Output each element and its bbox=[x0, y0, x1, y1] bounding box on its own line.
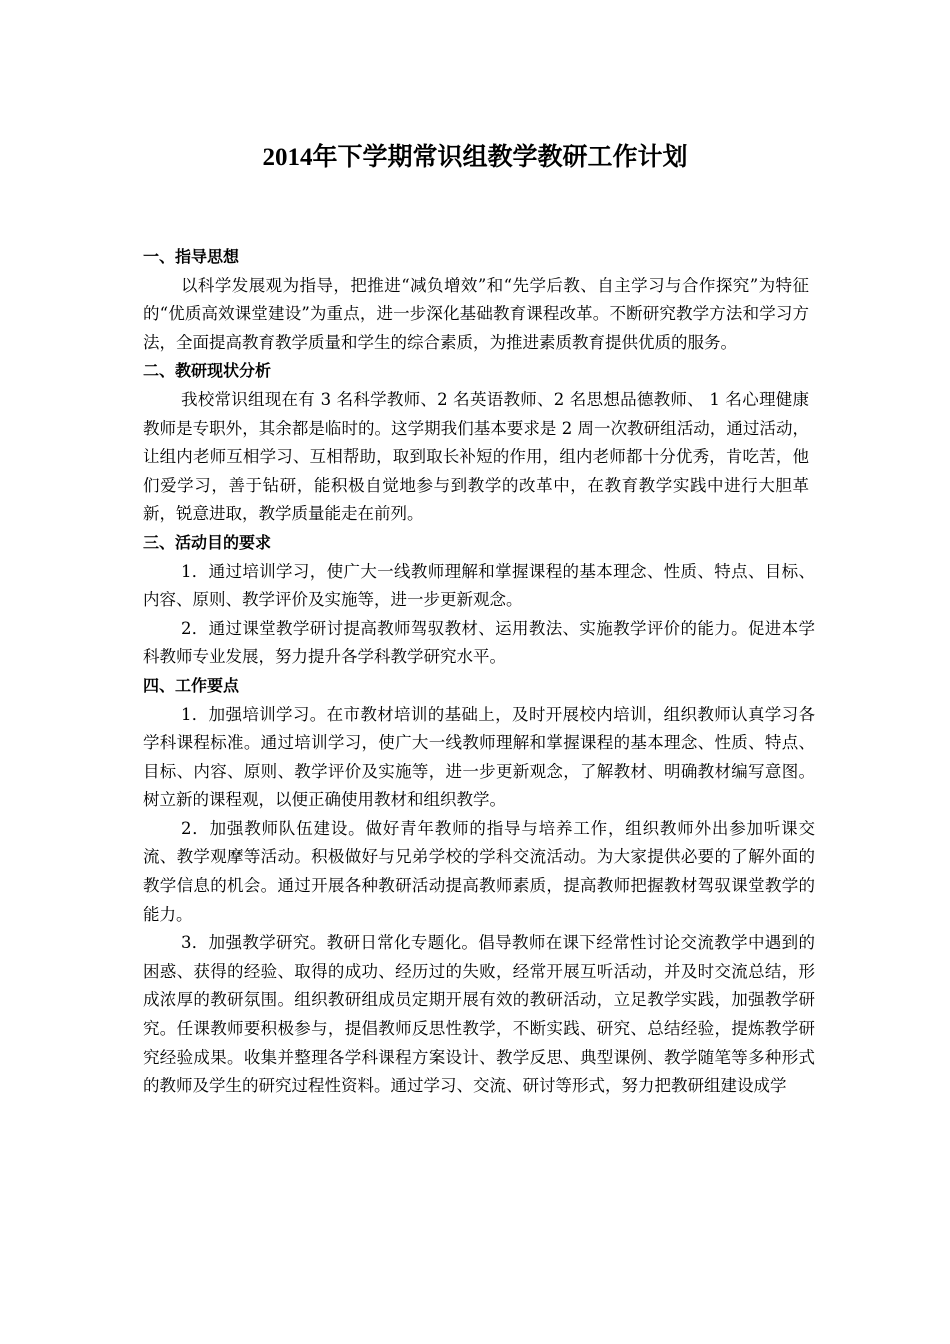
paragraph-work-point-1: 1．加强培训学习。在市教材培训的基础上，及时开展校内培训，组织教师认真学习各学科课程标准。通过培训学习，使广大一线教师理解和掌握课程的基本理念、性质、特点、目标、内容、原则、教学评价及实施等，进一步更新观念，了解教材、明确教材编写意图。树立新的课程观，以便正确使用教材和组织教学。 bbox=[143, 704, 815, 810]
paragraph-work-point-2: 2．加强教师队伍建设。做好青年教师的指导与培养工作，组织教师外出参加听课交流、教学观摩等活动。积极做好与兄弟学校的学科交流活动。为大家提供必要的了解外面的教学信息的机会。通过开展各种教研活动提高教师素质，提高教师把握教材驾驭课堂教学的能力。 bbox=[143, 818, 815, 924]
section-heading-status-analysis: 二、教研现状分析 bbox=[143, 361, 272, 381]
paragraph-activity-goal-1: 1．通过培训学习，使广大一线教师理解和掌握课程的基本理念、性质、特点、目标、内容、原则、教学评价及实施等，进一步更新观念。 bbox=[143, 561, 815, 610]
document-body bbox=[143, 243, 815, 1101]
page-title: 2014年下学期常识组教学教研工作计划 bbox=[262, 144, 688, 171]
section-heading-work-points: 四、工作要点 bbox=[143, 675, 240, 695]
paragraph-activity-goal-2: 2．通过课堂教学研讨提高教师驾驭教材、运用教法、实施教学评价的能力。促进本学科教师专业发展，努力提升各学科教学研究水平。 bbox=[143, 618, 815, 667]
paragraph-work-point-3: 3．加强教学研究。教研日常化专题化。倡导教师在课下经常性讨论交流教学中遇到的困惑、获得的经验、取得的成功、经历过的失败，经常开展互听活动，并及时交流总结，形成浓厚的教研氛围。组织教研组成员定期开展有效的教研活动，立足教学实践，加强教学研究。任课教师要积极参与，提倡教师反思性教学，不断实践、研究、总结经验，提炼教学研究经验成果。收集并整理各学科课程方案设计、教学反思、典型课例、教学随笔等多种形式的教师及学生的研究过程性资料。通过学习、交流、研讨等形式，努力把教研组建设成学 bbox=[143, 933, 815, 1096]
paragraph-status-analysis: 我校常识组现在有 3 名科学教师、2 名英语教师、2 名思想品德教师、 1 名心理健康教师是专职外，其余都是临时的。这学期我们基本要求是 2 周一次教研组活动，通过活动，让组内老师互相学习、互相帮助，取到取长补短的作用，组内老师都十分优秀，肯吃苦，他们爱学习，善于钻研，能积极自觉地参与到教学的改革中，在教育教学实践中进行大胆革新，锐意进取，教学质量能走在前列。 bbox=[143, 389, 809, 524]
section-heading-guiding-thought: 一、指导思想 bbox=[143, 247, 240, 266]
paragraph-guiding-thought: 以科学发展观为指导，把推进“减负增效”和“先学后教、自主学习与合作探究”为特征的“优质高效课堂建设”为重点，进一步深化基础教育课程改革。不断研究教学方法和学习方法，全面提高教育教学质量和学生的综合素质，为推进素质教育提供优质的服务。 bbox=[143, 275, 809, 352]
section-heading-activity-goals: 三、活动目的要求 bbox=[143, 532, 272, 552]
